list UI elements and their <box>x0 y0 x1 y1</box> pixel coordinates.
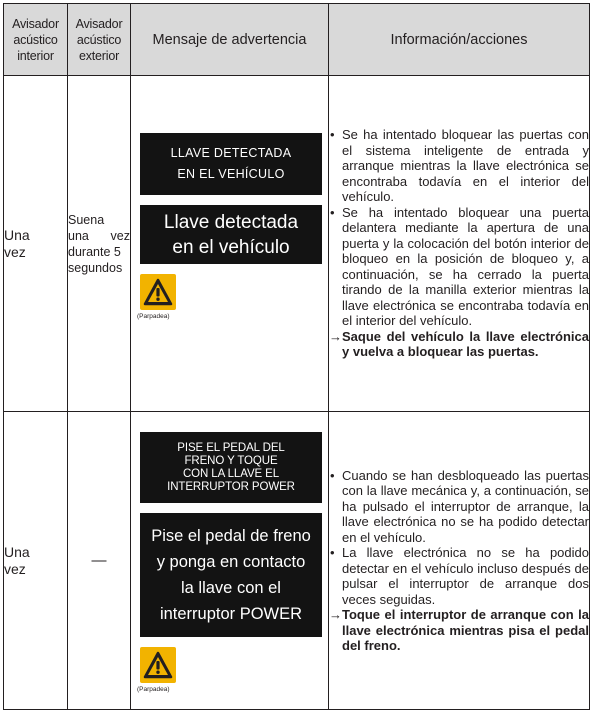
info-bullet: • Se ha intentado bloquear las puertas con el sistema inteligente de entrada y arranque mientras la llave electrónica se encontraba todavía en el interior del vehículo. <box>330 127 589 205</box>
display-message-upper <box>140 432 322 503</box>
display-line: LLAVE DETECTADA <box>170 146 292 160</box>
display-line: PISE EL PEDAL DEL <box>177 441 285 454</box>
header-line: Avisador <box>12 16 59 31</box>
table-row <box>4 76 590 412</box>
display-line: y ponga en contacto <box>156 553 306 571</box>
interior-buzzer-cell <box>4 412 68 710</box>
table-row <box>4 412 590 710</box>
table-header <box>4 4 590 76</box>
display-line: en el vehículo <box>172 236 290 258</box>
cell-line: vez <box>4 560 26 577</box>
info-text: Se ha intentado bloquear las puertas con el sistema inteligente de entrada y arranque mientras la llave electrónica se encontraba todavía en el interior del vehículo. <box>342 127 589 205</box>
blink-caption: (Parpadea) <box>137 686 170 693</box>
action-text: Saque del vehículo la llave electrónica y vuelva a bloquear las puertas. <box>342 328 589 360</box>
arrow-icon: → <box>329 328 342 344</box>
header-line: acústico <box>13 32 58 47</box>
cell-line: una vez <box>68 228 130 243</box>
display-line: FRENO Y TOQUE <box>184 454 278 467</box>
warning-message-cell <box>131 412 329 710</box>
display-message-lower <box>140 205 322 264</box>
display-line: EN EL VEHÍCULO <box>177 167 285 181</box>
display-line: CON LA LLAVE EL <box>182 467 280 480</box>
display-line: Llave detectada <box>163 211 299 233</box>
info-bullet: • Se ha intentado bloquear una puerta delantera mediante la apertura de una puerta y la colocación del botón interior de bloqueo en la posición de bloqueo y, a continuación, se ha cerrado la puerta tirando de la manilla exterior mientras la llave electrónica se encontraba todavía en el interior del vehículo. <box>330 204 589 329</box>
warning-table <box>3 3 590 710</box>
header-exterior-buzzer <box>68 4 131 76</box>
action-text: Toque el interruptor de arranque con la llave electrónica mientras pisa el pedal del freno. <box>342 607 589 653</box>
display-line: INTERRUPTOR POWER <box>167 480 295 493</box>
warning-triangle-icon <box>140 274 176 310</box>
cell-line: Una <box>4 226 30 243</box>
display-message-lower <box>140 513 322 637</box>
info-bullet: • La llave electrónica no se ha podido detectar en el vehículo incluso después de pulsar el interruptor de arranque dos veces seguidas. <box>330 545 589 607</box>
info-actions-cell <box>329 76 590 412</box>
header-info-actions: Información/acciones <box>329 4 590 76</box>
arrow-icon: → <box>329 607 342 622</box>
header-line: Avisador <box>75 16 123 31</box>
display-line: Pise el pedal de freno <box>151 527 311 545</box>
header-warning-message: Mensaje de advertencia <box>131 4 329 76</box>
header-line: exterior <box>78 48 120 63</box>
info-text: La llave electrónica no se ha podido detectar en el vehículo incluso después de pulsar el interruptor de arranque dos veces seguidas. <box>342 545 589 607</box>
interior-buzzer-cell <box>4 76 68 412</box>
display-line: la llave con el <box>181 579 281 597</box>
action-instruction <box>329 607 589 654</box>
blink-caption: (Parpadea) <box>137 313 170 320</box>
info-text: Cuando se han desbloqueado las puertas con la llave mecánica y, a continuación, se ha pulsado el interruptor de arranque, la llave electrónica no se ha podido detectar en el vehículo. <box>342 467 589 545</box>
cell-line: Una <box>4 543 30 560</box>
action-instruction <box>329 329 589 360</box>
display-line: interruptor POWER <box>159 605 303 623</box>
cell-line: Suena <box>68 212 105 227</box>
exterior-buzzer-cell <box>68 76 131 412</box>
info-text: Se ha intentado bloquear una puerta delantera mediante la apertura de una puerta y la colocación del botón interior de bloqueo en la posición de bloqueo y, a continuación, se ha cerrado la puerta tirando de la manilla exterior mientras la llave electrónica se encontraba todavía en el interior del vehículo. <box>342 204 589 329</box>
info-actions-cell <box>329 412 590 710</box>
warning-message-cell <box>131 76 329 412</box>
header-interior-buzzer <box>4 4 68 76</box>
cell-line: vez <box>4 243 26 260</box>
info-bullet: • Cuando se han desbloqueado las puertas con la llave mecánica y, a continuación, se ha pulsado el interruptor de arranque, la llave electrónica no se ha podido detectar en el vehículo. <box>330 467 589 545</box>
header-line: acústico <box>76 32 122 47</box>
warning-triangle-icon <box>140 647 176 683</box>
header-line: interior <box>17 48 54 63</box>
cell-line: segundos <box>68 260 123 275</box>
cell-line: durante 5 <box>68 244 121 259</box>
exterior-buzzer-cell: — <box>68 412 131 710</box>
display-message-upper <box>140 133 322 195</box>
